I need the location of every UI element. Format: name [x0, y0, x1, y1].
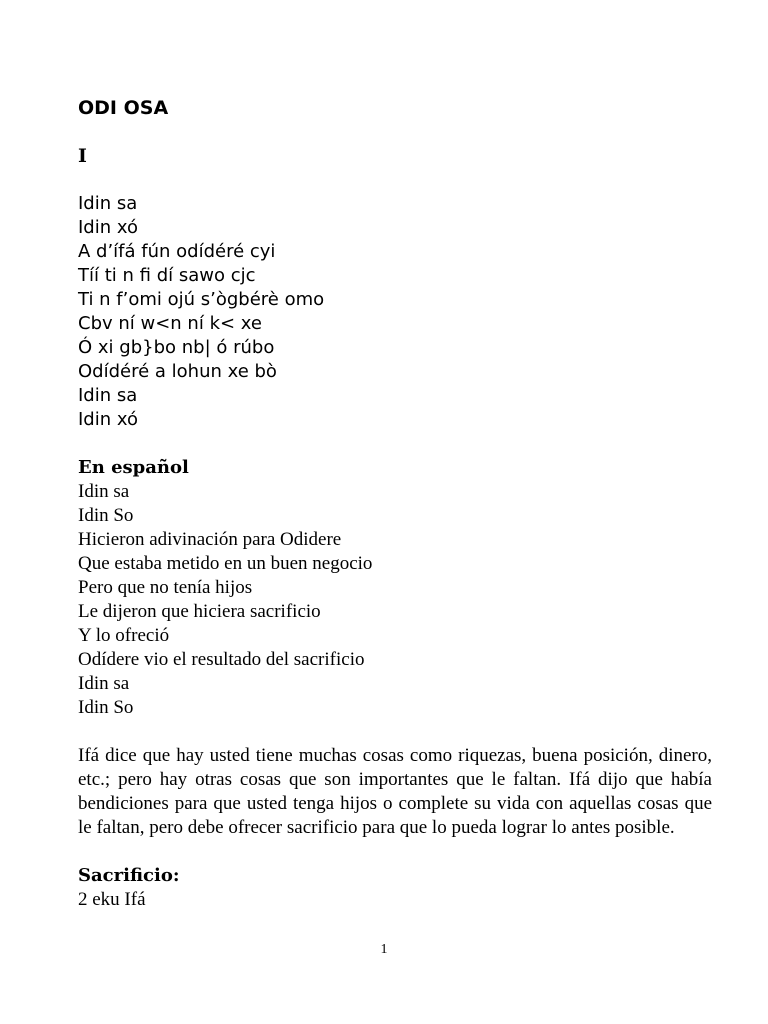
verse-yoruba — [78, 192, 712, 432]
verse-line: Y lo ofreció — [78, 625, 170, 646]
sacrifice-heading: Sacrificio: — [78, 865, 180, 886]
sacrifice-list — [78, 888, 712, 912]
verse-line: Ti n f’omi ojú s’ògbérè omo — [78, 289, 325, 310]
spanish-heading: En español — [78, 457, 189, 478]
verse-line: Idin sa — [78, 385, 138, 406]
verse-line: Ó xi gb}bo nb| ó rúbo — [78, 337, 275, 358]
verse-line: Hicieron adivinación para Odidere — [78, 529, 342, 550]
verse-line: Idin xó — [78, 409, 138, 430]
verse-line: A d’ífá fún odídéré cyi — [78, 241, 276, 262]
verse-line: Tíí ti n fi dí sawo cjc — [78, 265, 256, 286]
verse-spanish — [78, 480, 712, 720]
verse-line: Le dijeron que hiciera sacrificio — [78, 601, 321, 622]
verse-line: Idin So — [78, 697, 134, 718]
document-title: ODI OSA — [78, 97, 169, 119]
sacrifice-item: 2 eku Ifá — [78, 889, 146, 910]
document-page — [78, 96, 712, 912]
verse-line: Idin sa — [78, 193, 138, 214]
verse-line: Idin sa — [78, 481, 130, 502]
verse-line: Odídere vio el resultado del sacrificio — [78, 649, 365, 670]
verse-line: Que estaba metido en un buen negocio — [78, 553, 373, 574]
page-number: 1 — [380, 942, 388, 957]
verse-line: Cbv ní w<n ní k< xe — [78, 313, 262, 334]
verse-line: Odídéré a lohun xe bò — [78, 361, 277, 382]
verse-line: Pero que no tenía hijos — [78, 577, 253, 598]
section-number: I — [78, 145, 87, 167]
verse-line: Idin sa — [78, 673, 130, 694]
interpretation-paragraph: Ifá dice que hay usted tiene muchas cosas como riquezas, buena posición, dinero, etc.; pero hay otras cosas que son importantes que le faltan. Ifá dijo que había bendiciones para que usted tenga hijos o complete su vida con aquellas cosas que le faltan, pero debe ofrecer sacrificio para que lo pueda lograr lo antes posible. — [78, 745, 712, 838]
verse-line: Idin So — [78, 505, 134, 526]
verse-line: Idin xó — [78, 217, 138, 238]
